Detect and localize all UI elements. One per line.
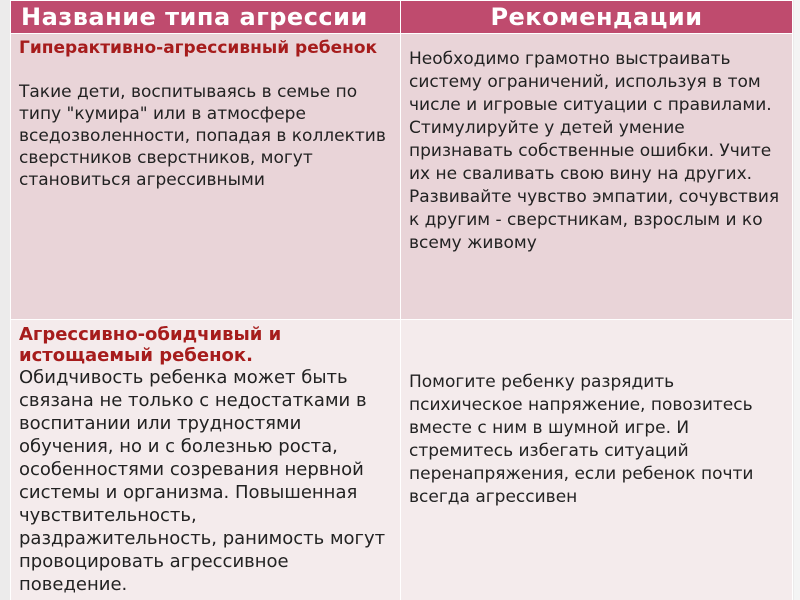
slide-edge: [794, 0, 800, 600]
aggression-types-table: [10, 0, 793, 600]
table-header-row: [11, 1, 793, 34]
table-row: [11, 320, 793, 600]
type-cell: [11, 320, 401, 600]
recommendation-text: Помогите ребенку разрядить психическое напряжение, повозитесь вместе с ним в шумной игре. И стремитесь избегать ситуаций перенапряжения, если ребенок почти всегда агрессивен: [409, 372, 754, 507]
type-title: Гиперактивно-агрессивный ребенок: [19, 38, 378, 58]
type-description: Обидчивость ребенка может быть связана не только с недостатками в воспитании или трудностями обучения, но и с болезнью роста, особенностями созревания нервной системы и организма. Повышенная чувствительность, раздражительность, ранимость могут провоцировать агрессивное поведение.: [19, 367, 386, 595]
header-aggression-type: Название типа агрессии: [11, 1, 401, 34]
recommendation-cell: [401, 320, 793, 600]
type-description: Такие дети, воспитываясь в семье по типу "кумира" или в атмосфере вседозволенности, попадая в коллектив сверстников сверстников, могут становиться агрессивными: [19, 82, 386, 190]
type-title: Агрессивно-обидчивый и истощаемый ребенок.: [19, 324, 282, 366]
recommendation-text: Необходимо грамотно выстраивать систему ограничений, используя в том числе и игровые ситуации с правилами. Стимулируйте у детей умение признавать собственные ошибки. Учите их не сваливать свою вину на других. Развивайте чувство эмпатии, сочувствия к другим - сверстникам, взрослым и ко всему живому: [409, 49, 780, 253]
table-row: [11, 34, 793, 320]
header-recommendations: Рекомендации: [401, 1, 793, 34]
recommendation-cell: [401, 34, 793, 320]
type-cell: [11, 34, 401, 320]
